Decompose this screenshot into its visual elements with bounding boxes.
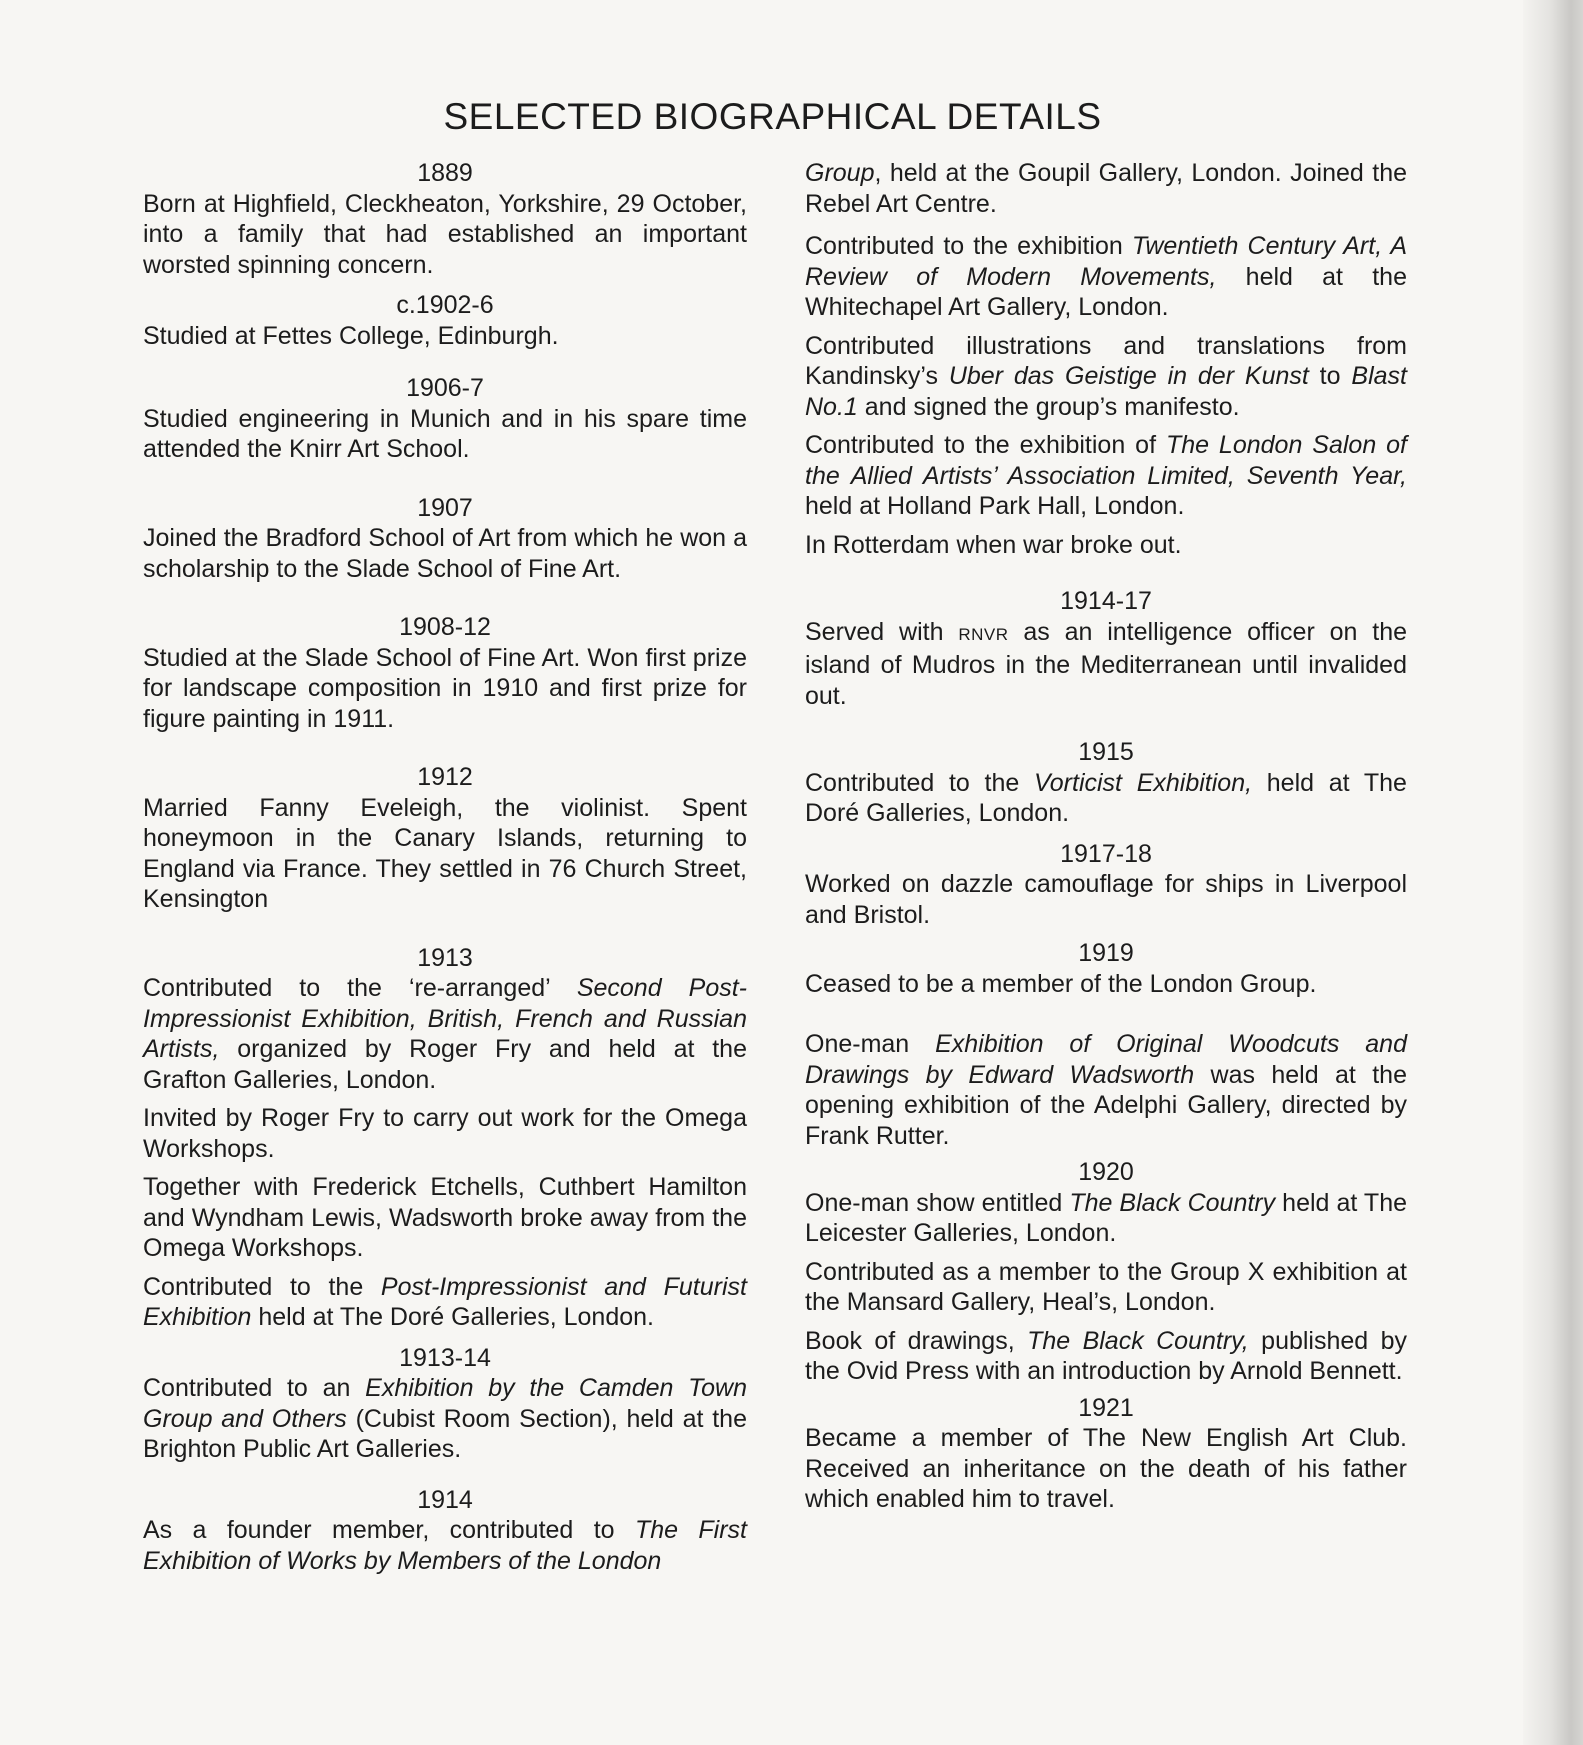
entry-year: 1907 [417, 493, 473, 522]
left-column [143, 158, 747, 1576]
entry-text [805, 530, 1407, 561]
entry [805, 586, 1407, 711]
italic-title: Exhibition of Original Woodcuts and Drawings by Edward Wadsworth [805, 1030, 1407, 1089]
text-run: and signed the group’s manifesto. [857, 392, 1240, 421]
text-run: , held at the Goupil Gallery, London. Joined the Rebel Art Centre. [805, 159, 1407, 218]
text-run: held at the Whitechapel Art Gallery, London. [805, 262, 1407, 321]
text-run: Invited by Roger Fry to carry out work for the Omega Workshops. [143, 1104, 747, 1163]
entry-text [805, 231, 1407, 323]
entry [143, 762, 747, 915]
text-run: Became a member of The New English Art Club. Received an inheritance on the death of his father which enabled him to travel. [805, 1424, 1407, 1513]
entry-text [143, 523, 747, 584]
text-run: Contributed to the exhibition of [805, 431, 1166, 459]
entry [143, 493, 747, 585]
entry-year: 1913-14 [399, 1343, 491, 1372]
page-title: SELECTED BIOGRAPHICAL DETAILS [443, 96, 1102, 137]
text-run: Contributed to the ‘re-arranged’ [143, 974, 577, 1002]
entry-text [805, 969, 1407, 1000]
entry [805, 839, 1407, 931]
entry-year: 1920 [1078, 1158, 1134, 1186]
entry-text [805, 1326, 1407, 1387]
text-run: Studied at the Slade School of Fine Art. Won first prize for landscape composition in 1910 and first prize for figure painting in 1911. [143, 643, 747, 733]
text-run: Book of drawings, [805, 1326, 1028, 1355]
text-run: Joined the Bradford School of Art from which he won a scholarship to the Slade School of Fine Art. [143, 524, 747, 583]
entry [805, 737, 1407, 829]
entry-text [143, 321, 747, 352]
text-run: Worked on dazzle camouflage for ships in Liverpool and Bristol. [805, 870, 1407, 929]
text-run: was held at the opening exhibition of the Adelphi Gallery, directed by Frank Rutter. [805, 1060, 1407, 1150]
entry-text [143, 189, 747, 281]
right-column [805, 158, 1407, 1515]
entry-text [805, 617, 1407, 712]
entry-year: 1906-7 [406, 374, 484, 402]
entry-text [805, 1423, 1407, 1515]
entry-text [143, 1272, 747, 1333]
italic-title: Exhibition by the Camden Town Group and Others [143, 1374, 747, 1433]
italic-title: Second Post-Impressionist Exhibition, British, French and Russian Artists, [143, 974, 747, 1063]
text-run: Studied at Fettes College, Edinburgh. [143, 321, 559, 350]
entry-year: 1921 [1078, 1393, 1134, 1422]
text-run: organized by Roger Fry and held at the Grafton Galleries, London. [143, 1035, 747, 1094]
entry [143, 943, 747, 1333]
italic-title: Uber das Geistige in der Kunst [948, 362, 1309, 390]
entry-year: 1915 [1078, 738, 1134, 766]
text-run: Contributed to the [143, 1272, 381, 1301]
text-run: held at The Doré Galleries, London. [251, 1303, 654, 1331]
text-run: In Rotterdam when war broke out. [805, 530, 1182, 559]
italic-title: The First Exhibition of Works by Members of the London [143, 1516, 748, 1575]
text-run: published by the Ovid Press with an introduction by Arnold Bennett. [805, 1326, 1408, 1385]
text-run: Contributed to the exhibition [805, 232, 1132, 260]
entry-text [805, 1029, 1407, 1151]
italic-title: Post-Impressionist and Futurist Exhibition [143, 1272, 747, 1331]
entry-text [805, 430, 1407, 522]
text-run: held at The Leicester Galleries, London. [805, 1188, 1407, 1247]
text-run: Contributed to the [805, 768, 1035, 797]
italic-title: The Black Country, [1027, 1326, 1249, 1355]
text-run: Served with [805, 617, 959, 646]
entry-year: 1914-17 [1060, 587, 1152, 615]
text-run: Contributed to an [143, 1374, 366, 1402]
text-run: One-man show entitled [805, 1188, 1070, 1217]
entry-year: 1919 [1078, 939, 1134, 967]
text-run: Studied engineering in Munich and in his spare time attended the Knirr Art School. [143, 404, 747, 463]
text-run: Contributed illustrations and translations from Kandinsky’s [805, 331, 1407, 390]
entry-text [143, 1103, 747, 1164]
italic-title: The Black Country [1069, 1188, 1276, 1217]
text-run: Together with Frederick Etchells, Cuthbert Hamilton and Wyndham Lewis, Wadsworth broke away from the Omega Workshops. [143, 1173, 747, 1262]
entry [143, 290, 747, 351]
entry-year: 1917-18 [1060, 839, 1152, 868]
entry-year: 1913 [417, 943, 473, 972]
text-run: to [1308, 362, 1352, 390]
entry-text [143, 1172, 747, 1264]
text-run: As a founder member, contributed to [143, 1516, 635, 1544]
entry-text [143, 404, 747, 465]
entry [143, 1343, 747, 1465]
italic-title: The London Salon of the Allied Artists’ Association Limited, Seventh Year, [805, 431, 1407, 490]
entry [143, 1485, 747, 1577]
entry-text [805, 768, 1407, 829]
entry [805, 938, 1407, 1151]
entry-text [805, 1257, 1407, 1318]
text-run: Contributed as a member to the Group X exhibition at the Mansard Gallery, Heal’s, London. [805, 1257, 1407, 1316]
entry-text [805, 158, 1407, 219]
entry [143, 158, 747, 280]
text-run: held at Holland Park Hall, London. [805, 492, 1185, 520]
italic-title: Vorticist Exhibition, [1034, 768, 1253, 797]
entry-year: c.1902-6 [396, 291, 494, 319]
italic-title: Twentieth Century Art, A Review of Modern Movements, [805, 232, 1407, 291]
entry-text [143, 643, 747, 735]
entry-text [143, 793, 747, 915]
small-caps-abbrev: RNVR [958, 624, 1009, 644]
entry-text [143, 1373, 747, 1465]
text-run: (Cubist Room Section), held at the Brighton Public Art Galleries. [143, 1404, 747, 1463]
text-run: Ceased to be a member of the London Group. [805, 969, 1317, 998]
entry-text [805, 869, 1407, 930]
entry-year: 1912 [417, 763, 473, 791]
text-run: held at The Doré Galleries, London. [805, 768, 1407, 827]
page-gutter-shadow [1523, 0, 1583, 1745]
text-run: One-man [805, 1030, 936, 1058]
entry [805, 1157, 1407, 1387]
italic-title: Blast No.1 [805, 362, 1407, 421]
text-run: Married Fanny Eveleigh, the violinist. Spent honeymoon in the Canary Islands, returning to England via France. They settled in 76 Church Street, Kensington [143, 793, 747, 913]
entry [805, 1393, 1407, 1515]
entry [143, 612, 747, 734]
entry-year: 1914 [417, 1485, 473, 1514]
italic-title: Group [805, 159, 875, 187]
entry-text [805, 331, 1407, 423]
entry-year: 1889 [417, 159, 473, 187]
entry [805, 158, 1407, 560]
entry-year: 1908-12 [399, 613, 491, 641]
entry-text [143, 973, 747, 1095]
entry-text [805, 1188, 1407, 1249]
text-run: Born at Highfield, Cleckheaton, Yorkshire, 29 October, into a family that had established an important worsted spinning concern. [143, 189, 747, 279]
entry [143, 373, 747, 465]
text-run: as an intelligence officer on the island of Mudros in the Mediterranean until invalided out. [805, 617, 1407, 710]
entry-text [143, 1515, 747, 1576]
